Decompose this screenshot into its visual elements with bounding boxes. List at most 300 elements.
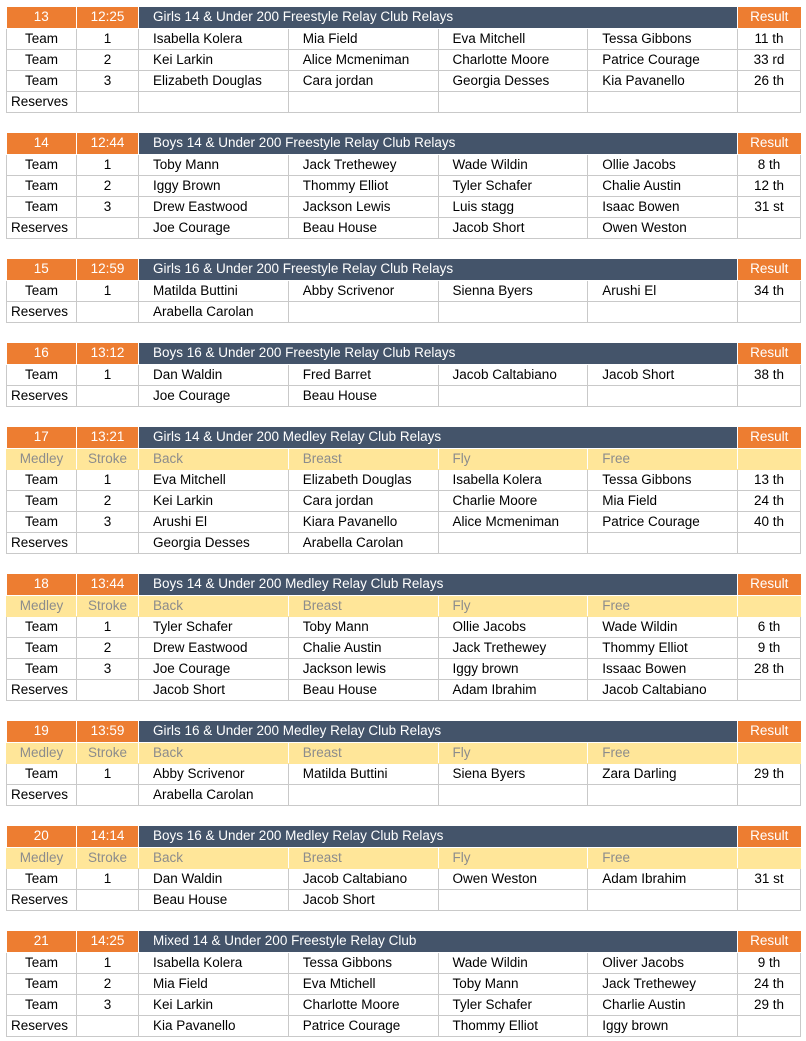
reserve-name: [438, 91, 588, 112]
reserve-name: Jacob Short: [288, 889, 438, 910]
reserves-label: Reserves: [7, 784, 77, 805]
stroke-name: Back: [139, 742, 289, 763]
reserves-label: Reserves: [7, 385, 77, 406]
medley-stroke-row: [7, 847, 801, 868]
swimmer-name: Alice Mcmeniman: [288, 49, 438, 70]
stroke-name: Free: [588, 847, 738, 868]
swimmer-name: Kia Pavanello: [588, 70, 738, 91]
team-label: Team: [7, 280, 77, 301]
team-result: 31 st: [738, 196, 801, 217]
blank-cell: [738, 742, 801, 763]
reserve-name: [288, 301, 438, 322]
event-time: 14:25: [77, 931, 139, 952]
reserves-row: [7, 1015, 801, 1036]
result-header: Result: [738, 133, 801, 154]
team-label: Team: [7, 364, 77, 385]
team-row: [7, 616, 801, 637]
blank-cell: [738, 217, 801, 238]
event-block: [6, 574, 801, 701]
team-label: Team: [7, 154, 77, 175]
team-label: Team: [7, 994, 77, 1015]
stroke-name: Breast: [288, 448, 438, 469]
team-label: Team: [7, 616, 77, 637]
event-block: [6, 931, 801, 1037]
team-number: 1: [77, 364, 139, 385]
swimmer-name: Mia Field: [588, 490, 738, 511]
result-header: Result: [738, 259, 801, 280]
stroke-name: Fly: [438, 595, 588, 616]
team-row: [7, 175, 801, 196]
blank-cell: [738, 784, 801, 805]
event-title: Girls 14 & Under 200 Freestyle Relay Club Relays: [139, 7, 738, 28]
team-label: Team: [7, 952, 77, 973]
swimmer-name: Wade Wildin: [438, 154, 588, 175]
team-number: 1: [77, 763, 139, 784]
event-title: Boys 16 & Under 200 Medley Relay Club Relays: [139, 826, 738, 847]
blank-cell: [77, 91, 139, 112]
team-number: 1: [77, 868, 139, 889]
swimmer-name: Oliver Jacobs: [588, 952, 738, 973]
reserve-name: [588, 784, 738, 805]
event-table: [6, 427, 801, 554]
swimmer-name: Kiara Pavanello: [288, 511, 438, 532]
reserve-name: Thommy Elliot: [438, 1015, 588, 1036]
swimmer-name: Drew Eastwood: [139, 637, 289, 658]
team-row: [7, 763, 801, 784]
result-header: Result: [738, 343, 801, 364]
team-number: 1: [77, 469, 139, 490]
swimmer-name: Georgia Desses: [438, 70, 588, 91]
result-header: Result: [738, 427, 801, 448]
swimmer-name: Wade Wildin: [588, 616, 738, 637]
swimmer-name: Isabella Kolera: [139, 28, 289, 49]
medley-stroke-row: [7, 448, 801, 469]
team-row: [7, 70, 801, 91]
reserve-name: Beau House: [288, 679, 438, 700]
team-label: Team: [7, 490, 77, 511]
team-result: 13 th: [738, 469, 801, 490]
event-title: Boys 14 & Under 200 Medley Relay Club Relays: [139, 574, 738, 595]
stroke-name: Fly: [438, 742, 588, 763]
swimmer-name: Tessa Gibbons: [588, 28, 738, 49]
event-title: Boys 14 & Under 200 Freestyle Relay Club Relays: [139, 133, 738, 154]
reserve-name: Owen Weston: [588, 217, 738, 238]
team-number: 3: [77, 658, 139, 679]
event-header-row: [7, 259, 801, 280]
team-result: 26 th: [738, 70, 801, 91]
event-table: [6, 7, 801, 113]
event-number: 20: [7, 826, 77, 847]
team-number: 3: [77, 994, 139, 1015]
swimmer-name: Toby Mann: [288, 616, 438, 637]
event-time: 13:59: [77, 721, 139, 742]
reserve-name: [588, 532, 738, 553]
swimmer-name: Issaac Bowen: [588, 658, 738, 679]
team-result: 28 th: [738, 658, 801, 679]
event-time: 12:25: [77, 7, 139, 28]
swimmer-name: Owen Weston: [438, 868, 588, 889]
swimmer-name: Chalie Austin: [588, 175, 738, 196]
reserve-name: [588, 301, 738, 322]
swimmer-name: Alice Mcmeniman: [438, 511, 588, 532]
team-label: Team: [7, 196, 77, 217]
reserve-name: [438, 889, 588, 910]
swimmer-name: Charlie Austin: [588, 994, 738, 1015]
swimmer-name: Chalie Austin: [288, 637, 438, 658]
event-title: Girls 16 & Under 200 Freestyle Relay Club Relays: [139, 259, 738, 280]
stroke-label: Stroke: [77, 742, 139, 763]
swimmer-name: Luis stagg: [438, 196, 588, 217]
blank-cell: [77, 301, 139, 322]
reserve-name: Jacob Short: [438, 217, 588, 238]
blank-cell: [77, 217, 139, 238]
event-block: [6, 427, 801, 554]
team-row: [7, 973, 801, 994]
team-result: 24 th: [738, 973, 801, 994]
swimmer-name: Jackson Lewis: [288, 196, 438, 217]
event-number: 18: [7, 574, 77, 595]
swimmer-name: Jack Trethewey: [588, 973, 738, 994]
swimmer-name: Arushi El: [588, 280, 738, 301]
swimmer-name: Jack Trethewey: [288, 154, 438, 175]
team-label: Team: [7, 511, 77, 532]
team-row: [7, 154, 801, 175]
event-number: 13: [7, 7, 77, 28]
swimmer-name: Charlie Moore: [438, 490, 588, 511]
event-title: Mixed 14 & Under 200 Freestyle Relay Club: [139, 931, 738, 952]
team-result: 9 th: [738, 637, 801, 658]
swimmer-name: Iggy Brown: [139, 175, 289, 196]
swimmer-name: Eva Mitchell: [438, 28, 588, 49]
blank-cell: [77, 1015, 139, 1036]
swimmer-name: Mia Field: [139, 973, 289, 994]
team-row: [7, 28, 801, 49]
reserves-label: Reserves: [7, 889, 77, 910]
swimmer-name: Siena Byers: [438, 763, 588, 784]
swimmer-name: Tessa Gibbons: [288, 952, 438, 973]
swimmer-name: Patrice Courage: [588, 49, 738, 70]
swimmer-name: Isabella Kolera: [438, 469, 588, 490]
reserves-row: [7, 784, 801, 805]
reserves-row: [7, 679, 801, 700]
reserves-row: [7, 889, 801, 910]
team-row: [7, 49, 801, 70]
reserves-row: [7, 301, 801, 322]
team-number: 3: [77, 196, 139, 217]
team-number: 1: [77, 280, 139, 301]
swimmer-name: Tyler Schafer: [139, 616, 289, 637]
blank-cell: [77, 784, 139, 805]
event-block: [6, 826, 801, 911]
team-result: 40 th: [738, 511, 801, 532]
team-result: 29 th: [738, 994, 801, 1015]
medley-stroke-row: [7, 742, 801, 763]
team-row: [7, 469, 801, 490]
team-label: Team: [7, 469, 77, 490]
swimmer-name: Arushi El: [139, 511, 289, 532]
swimmer-name: Jacob Caltabiano: [438, 364, 588, 385]
swimmer-name: Kei Larkin: [139, 490, 289, 511]
reserves-row: [7, 532, 801, 553]
swimmer-name: Charlotte Moore: [438, 49, 588, 70]
event-header-row: [7, 133, 801, 154]
team-number: 2: [77, 490, 139, 511]
team-label: Team: [7, 49, 77, 70]
team-number: 1: [77, 154, 139, 175]
event-header-row: [7, 427, 801, 448]
reserve-name: Jacob Caltabiano: [588, 679, 738, 700]
swimmer-name: Tyler Schafer: [438, 175, 588, 196]
reserve-name: [588, 889, 738, 910]
event-table: [6, 826, 801, 911]
team-row: [7, 994, 801, 1015]
team-result: 24 th: [738, 490, 801, 511]
reserves-label: Reserves: [7, 217, 77, 238]
swimmer-name: Ollie Jacobs: [438, 616, 588, 637]
reserve-name: Joe Courage: [139, 385, 289, 406]
event-table: [6, 721, 801, 806]
reserve-name: [288, 91, 438, 112]
event-number: 14: [7, 133, 77, 154]
stroke-name: Fly: [438, 448, 588, 469]
team-number: 2: [77, 637, 139, 658]
event-number: 19: [7, 721, 77, 742]
medley-label: Medley: [7, 448, 77, 469]
swimmer-name: Elizabeth Douglas: [288, 469, 438, 490]
event-table: [6, 133, 801, 239]
team-label: Team: [7, 28, 77, 49]
blank-cell: [738, 301, 801, 322]
event-header-row: [7, 931, 801, 952]
stroke-label: Stroke: [77, 595, 139, 616]
swimmer-name: Zara Darling: [588, 763, 738, 784]
event-block: [6, 343, 801, 407]
reserve-name: [438, 784, 588, 805]
swimmer-name: Kei Larkin: [139, 49, 289, 70]
event-time: 13:12: [77, 343, 139, 364]
swimmer-name: Jacob Short: [588, 364, 738, 385]
team-number: 1: [77, 952, 139, 973]
event-time: 13:44: [77, 574, 139, 595]
stroke-name: Breast: [288, 742, 438, 763]
swimmer-name: Eva Mitchell: [139, 469, 289, 490]
swimmer-name: Patrice Courage: [588, 511, 738, 532]
stroke-name: Back: [139, 847, 289, 868]
swimmer-name: Adam Ibrahim: [588, 868, 738, 889]
blank-cell: [738, 532, 801, 553]
event-number: 16: [7, 343, 77, 364]
event-block: [6, 259, 801, 323]
stroke-name: Fly: [438, 847, 588, 868]
team-result: 9 th: [738, 952, 801, 973]
reserve-name: Joe Courage: [139, 217, 289, 238]
stroke-name: Free: [588, 595, 738, 616]
swimmer-name: Cara jordan: [288, 490, 438, 511]
event-header-row: [7, 721, 801, 742]
swimmer-name: Fred Barret: [288, 364, 438, 385]
reserves-label: Reserves: [7, 301, 77, 322]
blank-cell: [738, 889, 801, 910]
medley-stroke-row: [7, 595, 801, 616]
event-title: Girls 16 & Under 200 Medley Relay Club Relays: [139, 721, 738, 742]
team-number: 2: [77, 49, 139, 70]
team-label: Team: [7, 658, 77, 679]
reserves-row: [7, 385, 801, 406]
reserve-name: Arabella Carolan: [288, 532, 438, 553]
swimmer-name: Jacob Caltabiano: [288, 868, 438, 889]
team-row: [7, 868, 801, 889]
team-result: 38 th: [738, 364, 801, 385]
reserves-label: Reserves: [7, 1015, 77, 1036]
swimmer-name: Wade Wildin: [438, 952, 588, 973]
swimmer-name: Jackson lewis: [288, 658, 438, 679]
blank-cell: [738, 847, 801, 868]
team-number: 2: [77, 973, 139, 994]
stroke-name: Free: [588, 448, 738, 469]
event-block: [6, 133, 801, 239]
team-result: 11 th: [738, 28, 801, 49]
stroke-name: Back: [139, 595, 289, 616]
team-label: Team: [7, 175, 77, 196]
event-header-row: [7, 574, 801, 595]
swimmer-name: Matilda Buttini: [139, 280, 289, 301]
reserve-name: Arabella Carolan: [139, 784, 289, 805]
result-header: Result: [738, 574, 801, 595]
swimmer-name: Matilda Buttini: [288, 763, 438, 784]
team-number: 1: [77, 28, 139, 49]
reserve-name: Jacob Short: [139, 679, 289, 700]
blank-cell: [77, 532, 139, 553]
swimmer-name: Toby Mann: [139, 154, 289, 175]
event-block: [6, 721, 801, 806]
blank-cell: [738, 679, 801, 700]
blank-cell: [738, 91, 801, 112]
reserves-label: Reserves: [7, 532, 77, 553]
reserve-name: Kia Pavanello: [139, 1015, 289, 1036]
team-label: Team: [7, 637, 77, 658]
reserve-name: [588, 91, 738, 112]
event-table: [6, 931, 801, 1037]
swimmer-name: Dan Waldin: [139, 868, 289, 889]
blank-cell: [77, 889, 139, 910]
medley-label: Medley: [7, 847, 77, 868]
team-row: [7, 658, 801, 679]
team-label: Team: [7, 868, 77, 889]
team-row: [7, 280, 801, 301]
event-table: [6, 259, 801, 323]
swimmer-name: Charlotte Moore: [288, 994, 438, 1015]
reserve-name: [438, 301, 588, 322]
swimmer-name: Thommy Elliot: [588, 637, 738, 658]
reserve-name: Beau House: [288, 217, 438, 238]
swimmer-name: Thommy Elliot: [288, 175, 438, 196]
swimmer-name: Mia Field: [288, 28, 438, 49]
team-row: [7, 952, 801, 973]
swimmer-name: Elizabeth Douglas: [139, 70, 289, 91]
reserve-name: Iggy brown: [588, 1015, 738, 1036]
team-number: 3: [77, 70, 139, 91]
reserves-label: Reserves: [7, 679, 77, 700]
team-label: Team: [7, 763, 77, 784]
swimmer-name: Isaac Bowen: [588, 196, 738, 217]
event-table: [6, 574, 801, 701]
result-header: Result: [738, 721, 801, 742]
stroke-name: Breast: [288, 847, 438, 868]
reserve-name: Adam Ibrahim: [438, 679, 588, 700]
team-result: 29 th: [738, 763, 801, 784]
blank-cell: [738, 448, 801, 469]
blank-cell: [77, 679, 139, 700]
reserve-name: Patrice Courage: [288, 1015, 438, 1036]
reserve-name: Beau House: [139, 889, 289, 910]
event-number: 17: [7, 427, 77, 448]
event-title: Boys 16 & Under 200 Freestyle Relay Club Relays: [139, 343, 738, 364]
stroke-label: Stroke: [77, 448, 139, 469]
team-row: [7, 490, 801, 511]
swimmer-name: Toby Mann: [438, 973, 588, 994]
blank-cell: [738, 595, 801, 616]
team-number: 3: [77, 511, 139, 532]
team-result: 34 th: [738, 280, 801, 301]
event-number: 15: [7, 259, 77, 280]
swimmer-name: Abby Scrivenor: [139, 763, 289, 784]
reserve-name: [588, 385, 738, 406]
team-row: [7, 511, 801, 532]
reserves-row: [7, 91, 801, 112]
reserves-row: [7, 217, 801, 238]
team-number: 1: [77, 616, 139, 637]
swimmer-name: Iggy brown: [438, 658, 588, 679]
event-table: [6, 343, 801, 407]
team-label: Team: [7, 973, 77, 994]
swimmer-name: Ollie Jacobs: [588, 154, 738, 175]
blank-cell: [738, 1015, 801, 1036]
swimmer-name: Kei Larkin: [139, 994, 289, 1015]
swimmer-name: Tyler Schafer: [438, 994, 588, 1015]
swimmer-name: Drew Eastwood: [139, 196, 289, 217]
event-time: 12:59: [77, 259, 139, 280]
swimmer-name: Eva Mtichell: [288, 973, 438, 994]
event-header-row: [7, 826, 801, 847]
blank-cell: [77, 385, 139, 406]
swimmer-name: Jack Trethewey: [438, 637, 588, 658]
reserve-name: Arabella Carolan: [139, 301, 289, 322]
event-block: [6, 7, 801, 113]
stroke-name: Free: [588, 742, 738, 763]
swimmer-name: Sienna Byers: [438, 280, 588, 301]
blank-cell: [738, 385, 801, 406]
reserve-name: [288, 784, 438, 805]
team-result: 8 th: [738, 154, 801, 175]
swimmer-name: Isabella Kolera: [139, 952, 289, 973]
event-time: 13:21: [77, 427, 139, 448]
swimmer-name: Tessa Gibbons: [588, 469, 738, 490]
medley-label: Medley: [7, 595, 77, 616]
team-row: [7, 637, 801, 658]
event-time: 12:44: [77, 133, 139, 154]
reserve-name: Beau House: [288, 385, 438, 406]
team-row: [7, 364, 801, 385]
event-title: Girls 14 & Under 200 Medley Relay Club Relays: [139, 427, 738, 448]
reserve-name: Georgia Desses: [139, 532, 289, 553]
swimmer-name: Joe Courage: [139, 658, 289, 679]
team-result: 31 st: [738, 868, 801, 889]
result-header: Result: [738, 826, 801, 847]
team-row: [7, 196, 801, 217]
event-header-row: [7, 7, 801, 28]
team-label: Team: [7, 70, 77, 91]
stroke-name: Breast: [288, 595, 438, 616]
